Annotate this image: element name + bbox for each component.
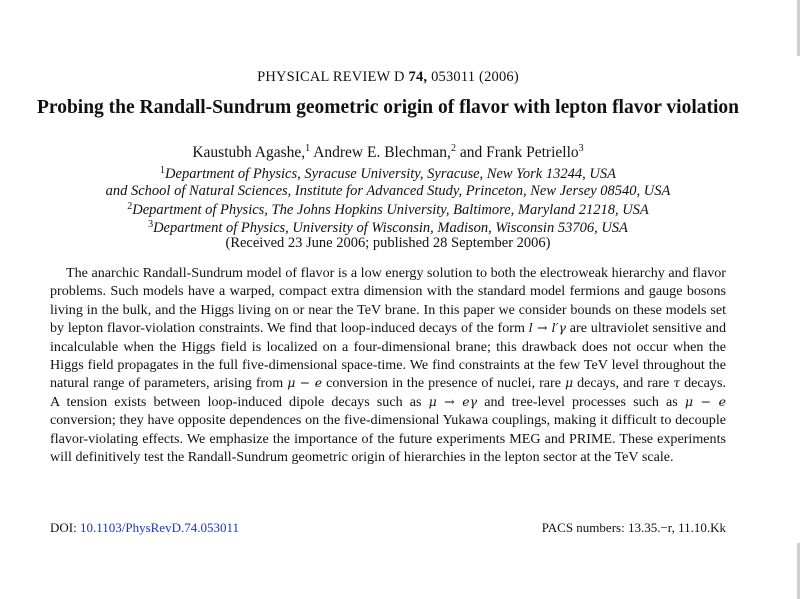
abstract-text: decays, and rare xyxy=(573,375,674,392)
author-affil-mark: 1 xyxy=(305,143,311,154)
abstract-text: The anarchic Randall-Sundrum model of flavor is a low energy solution to both the electroweak hierarchy and flavor problems. Such models have a warped, compact extra dimension with the standard model fermions and gauge bosons living in the bulk, and the Higgs living on or near the TeV brane. In this paper we consider bounds on these models set by lepton flavor-violation constraints. We find that loop-induced decays of the form xyxy=(50,265,726,337)
affiliation xyxy=(0,183,776,200)
affiliation-text: Department of Physics, Syracuse University, Syracuse, New York 13244, USA xyxy=(165,166,616,182)
affiliation xyxy=(0,201,776,219)
author-name: and Frank Petriello xyxy=(459,144,579,161)
math-expression: μ − e xyxy=(287,375,323,391)
abstract-text: and tree-level processes such as xyxy=(477,393,685,410)
journal-name: PHYSICAL REVIEW D xyxy=(257,69,405,85)
doi xyxy=(50,520,239,536)
doi-label: DOI: xyxy=(50,520,77,535)
pacs-numbers: PACS numbers: 13.35.−r, 11.10.Kk xyxy=(541,520,726,535)
author-list xyxy=(0,143,776,162)
abstract xyxy=(50,264,726,466)
math-expression: μ → eγ xyxy=(428,393,478,409)
abstract-text: conversion; they have opposite dependences on the five-dimensional Yukawa couplings, making it difficult to decouple flavor-violating effects. We emphasize the importance of the future experiments MEG and PRIME. These experiments will definitively test the Randall-Sundrum geometric origin of hierarchies in the lepton sector at the TeV scale. xyxy=(50,412,726,466)
abstract-text: are ultraviolet sensitive and incalculable when the Higgs field is localized on a four-dimensional brane; this drawback does not occur when the Higgs field propagates in the full five-dimensional space-time. We find constraints at the few TeV level throughout the natural range of parameters, arising from xyxy=(50,320,726,392)
paper-title: Probing the Randall-Sundrum geometric origin of flavor with lepton flavor violation xyxy=(36,97,739,118)
journal-volume: 74, xyxy=(408,69,428,85)
math-expression: μ xyxy=(564,375,574,391)
received-date: (Received 23 June 2006; published 28 September 2006) xyxy=(225,235,551,251)
affiliation-text: and School of Natural Sciences, Institute for Advanced Study, Princeton, New Jersey 08540, USA xyxy=(105,183,671,199)
math-expression: l → l′γ xyxy=(528,320,566,336)
affiliation-text: Department of Physics, University of Wisconsin, Madison, Wisconsin 53706, USA xyxy=(153,220,628,236)
author-name: Kaustubh Agashe, xyxy=(192,144,306,161)
abstract-text: decays. A tension exists between loop-induced dipole decays such as xyxy=(50,375,726,410)
journal-header xyxy=(0,69,776,86)
affiliation-mark: 3 xyxy=(148,219,154,230)
abstract-text: conversion in the presence of nuclei, rare xyxy=(322,375,565,392)
author-affil-mark: 3 xyxy=(578,143,584,154)
math-expression: τ xyxy=(673,375,681,391)
journal-article: 053011 (2006) xyxy=(431,69,519,85)
affiliation-mark: 2 xyxy=(127,201,133,212)
affiliation xyxy=(0,165,776,183)
math-expression: μ − e xyxy=(684,393,726,409)
affiliation-text: Department of Physics, The Johns Hopkins University, Baltimore, Maryland 21218, USA xyxy=(132,202,649,218)
doi-link[interactable]: 10.1103/PhysRevD.74.053011 xyxy=(79,520,239,535)
author-affil-mark: 2 xyxy=(450,143,456,154)
affiliation-mark: 1 xyxy=(160,165,166,176)
author-name: Andrew E. Blechman, xyxy=(313,144,451,161)
